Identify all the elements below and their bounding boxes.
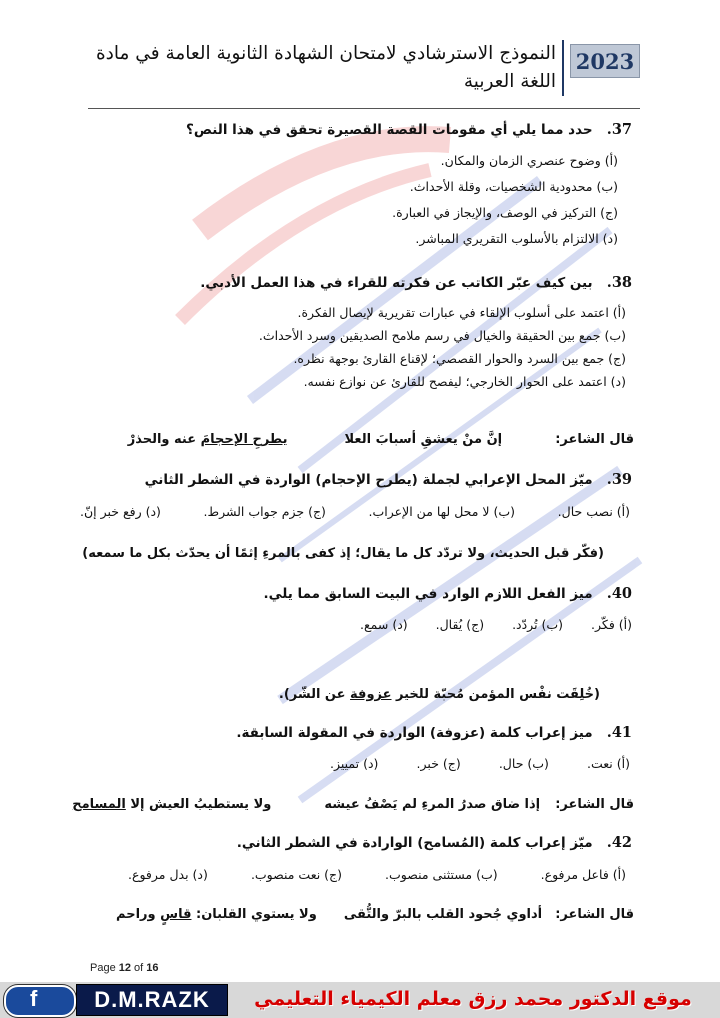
verse-hemistich-2: عنه والحذرْ [127, 432, 201, 447]
verse-hemistich-1: أداوي جُحود القلب بالبرّ والتُّقى [343, 907, 543, 922]
question-text: ميز إعراب كلمة (عزوفة) الواردة في المقولة السابقة. [236, 725, 593, 741]
verse-intro: قال الشاعر: [555, 797, 634, 812]
verse-underlined: يطرحِ الإحجامَ [200, 432, 288, 447]
option-b: (ب) لا محل لها من الإعراب. [368, 504, 516, 519]
question-40 [263, 585, 632, 602]
question-41 [236, 724, 632, 741]
option-d: (د) اعتمد على الحوار الخارجي؛ ليفصح للقارئ عن نوازع نفسه. [303, 374, 626, 389]
page-current: 12 [118, 962, 131, 974]
verse-hemistich-2: ولا يستوي القلبان: [191, 907, 317, 922]
question-text: ميّز المحل الإعرابي لجملة (يطرح الإحجام) الواردة في الشطر الثاني [144, 472, 593, 488]
option-b: (ب) حال. [498, 756, 549, 771]
option-c: (ج) التركيز في الوصف، والإيجاز في العبارة. [392, 205, 618, 220]
question-37 [186, 121, 632, 138]
verse-underlined: المسامح [72, 797, 126, 812]
option-d: (د) تمييز. [330, 756, 379, 771]
verse-intro: قال الشاعر: [555, 907, 634, 922]
quote-underlined: عزوفة [350, 687, 392, 702]
options-row [330, 756, 630, 771]
question-text: بين كيف عبّر الكاتب عن فكرته للقراء في هذا العمل الأدبي. [200, 275, 593, 291]
question-text: ميّز إعراب كلمة (المُسامح) الوارادة في الشطر الثاني. [236, 835, 593, 851]
page-total: 16 [146, 962, 159, 974]
option-d: (د) الالتزام بالأسلوب التقريري المباشر. [415, 231, 618, 246]
option-a: (أ) وضوح عنصري الزمان والمكان. [440, 153, 618, 168]
verse-5 [116, 907, 634, 922]
page-header [92, 40, 640, 104]
option-a: (أ) نعت. [587, 756, 630, 771]
page-title: النموذج الاسترشادي لامتحان الشهادة الثانوية العامة في مادة اللغة العربية [94, 40, 564, 96]
option-a: (أ) فكّر. [591, 617, 632, 632]
options-row [360, 617, 632, 632]
quote-text-end: عن الشّر). [278, 687, 351, 702]
verse-underlined: قاسٍ [160, 907, 192, 922]
quote-text: (خُلِقَت نفْس المؤمن مُحبّة للخير [391, 687, 600, 702]
question-39 [145, 471, 632, 488]
option-c: (ج) نعت منصوب. [250, 867, 342, 882]
option-c: (ج) خبر. [416, 756, 461, 771]
options-row [128, 867, 626, 882]
option-b: (ب) محدودية الشخصيات، وقلة الأحداث. [409, 179, 618, 194]
option-b: (ب) تُردّد. [512, 617, 564, 632]
brand-logo: D.M.RAZK [76, 984, 228, 1016]
option-c: (ج) جزم جواب الشرط. [203, 504, 326, 519]
header-divider [88, 108, 640, 109]
question-number: 40. [606, 585, 632, 602]
site-banner-text: موقع الدكتور محمد رزق معلم الكيمياء التعليمي [254, 988, 692, 1010]
question-number: 41. [606, 724, 632, 741]
question-number: 42. [606, 834, 632, 851]
options-row [80, 504, 630, 519]
verse-1 [88, 432, 634, 447]
question-38 [200, 274, 632, 291]
option-a: (أ) اعتمد على أسلوب الإلقاء في عبارات تقريرية لإيصال الفكرة. [297, 305, 626, 320]
verse-end: وراحم [116, 907, 161, 922]
question-text: ميز الفعل اللازم الوارد في البيت السابق مما يلي. [263, 586, 593, 602]
question-number: 39. [606, 471, 632, 488]
question-number: 37. [606, 121, 632, 138]
verse-4 [72, 797, 634, 812]
verse-hemistich-2: ولا يستطيبُ العيش إلا [125, 797, 272, 812]
option-d: (د) بدل مرفوع. [128, 867, 208, 882]
option-b: (ب) جمع بين الحقيقة والخيال في رسم ملامح الصديقين وسرد الأحداث. [258, 328, 626, 343]
option-a: (أ) نصب حال. [557, 504, 630, 519]
option-b: (ب) مستثنى منصوب. [385, 867, 498, 882]
verse-intro: قال الشاعر: [555, 432, 634, 447]
facebook-letter: f [30, 986, 38, 1011]
page-mid: of [131, 962, 147, 974]
option-a: (أ) فاعل مرفوع. [540, 867, 626, 882]
year-badge: 2023 [570, 44, 640, 78]
quote-3 [279, 687, 600, 702]
option-c: (ج) جمع بين السرد والحوار القصصي؛ لإقناع القارئ بوجهة نظره. [293, 351, 626, 366]
option-d: (د) سمع. [360, 617, 408, 632]
question-42 [237, 834, 632, 851]
quote-2: (فكّر قبل الحديث، ولا تردّد كل ما يقال؛ إذ كفى بالمرءِ إثمًا أن يحدّث بكل ما سمعه) [82, 546, 604, 561]
verse-hemistich-1: إذا ضاق صدرُ المرءِ لم يَصْفُ عيشه [324, 797, 541, 812]
page-number [90, 962, 159, 974]
question-text: حدد مما يلي أي مقومات القصة القصيرة تحقق في هذا النص؟ [186, 122, 593, 138]
question-number: 38. [606, 274, 632, 291]
option-c: (ج) يُقال. [435, 617, 485, 632]
option-d: (د) رفع خبر إنّ. [80, 504, 161, 519]
page-prefix: Page [90, 962, 119, 974]
verse-hemistich-1: إنَّ منْ يعشقِ أسبابَ العلا [344, 432, 503, 447]
facebook-icon[interactable] [4, 985, 76, 1017]
